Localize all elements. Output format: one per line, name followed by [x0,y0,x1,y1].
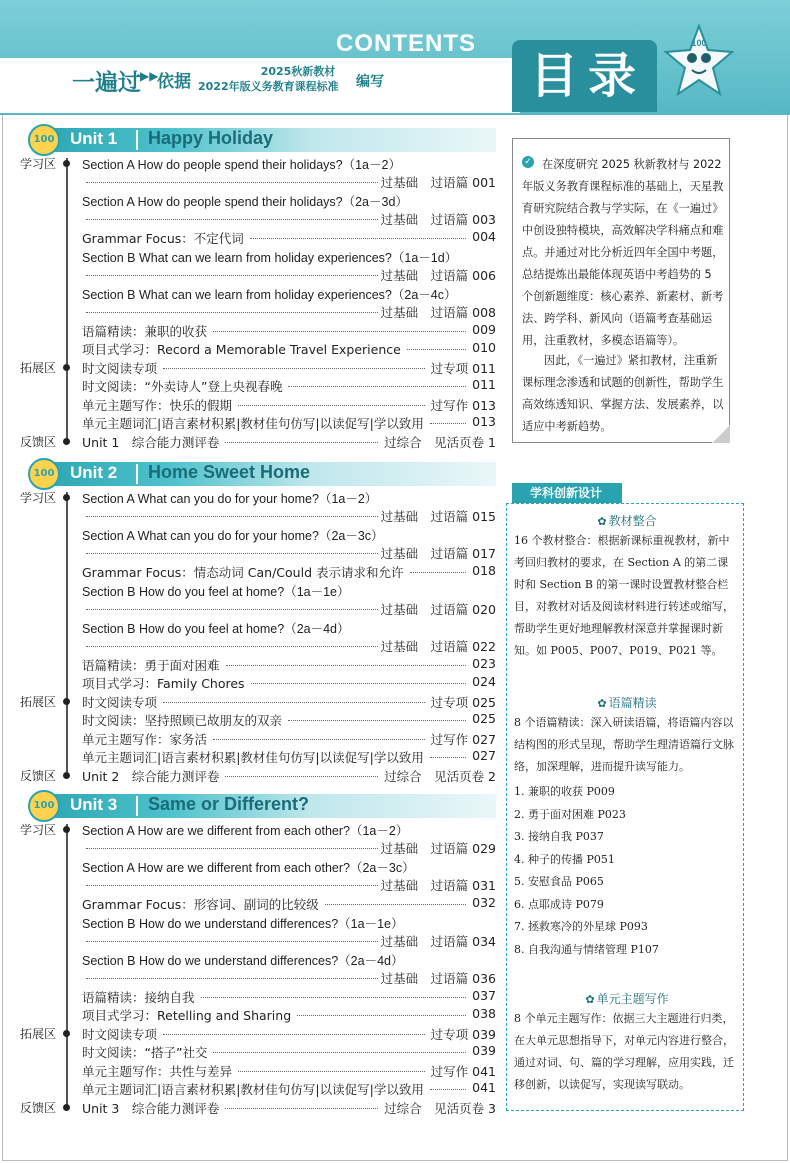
list-item: 1. 兼职的收获 P009 [514,785,615,798]
toc-entry[interactable] [82,988,496,1004]
toc-entry-title: 时文阅读专项 [82,360,158,376]
list-item: 2. 勇于面对困难 P023 [514,807,626,821]
unit-banner [32,128,496,152]
contents-title: CONTENTS [336,30,476,57]
toc-entry-leader [82,544,496,560]
toc-entry-page: 027 [472,748,496,763]
toc-entry-title: 时文阅读：坚持照顾已故朋友的双亲 [82,713,283,728]
toc-entry[interactable] [82,767,496,783]
toc-entry-page: 011 [472,377,496,392]
timeline-dot [63,364,70,371]
dot-leader [430,757,466,758]
unit-number: Unit 1 [70,129,118,148]
unit-name: Home Sweet Home [148,462,311,482]
mulu-title: 目录 [530,48,647,104]
toc-entry-leader [82,266,496,282]
dot-leader [86,553,378,554]
dot-leader [86,312,378,313]
toc-entry-title: Section B What can we learn from holiday experiences?（1a－1d） [82,250,458,265]
toc-entry-title: Section B What can we learn from holiday experiences?（2a－4c） [82,287,457,302]
toc-entry-title: Section A How do people spend their holidays?（1a－2） [82,158,401,172]
toc-entry-page: 过写作 027 [430,731,496,747]
dot-leader [86,219,378,220]
toc-entry[interactable] [82,619,496,637]
slogan-line1: 2025秋新教材 [260,65,336,78]
toc-entry-page: 过综合 见活页卷 3 [384,1100,496,1116]
timeline-line [66,158,68,441]
toc-entry[interactable] [82,1099,496,1115]
toc-entry[interactable] [82,396,496,412]
toc-entry-title: Section A How are we different from each other?（1a－2） [82,824,409,838]
toc-entry-page: 过基础 过语篇 015 [380,509,496,524]
unit-number: Unit 3 [70,795,118,814]
toc-entry-page: 过写作 041 [430,1063,496,1079]
unit-writing-text: 8 个单元主题写作：依据三大主题进行归类，在大单元思想指导下，对单元内容进行整合，通过对词、句、篇的学习理解，应用实践，迁移创新，以读促写，实现读写联动。 [514,1012,734,1091]
toc-entry[interactable] [82,1025,496,1041]
dot-leader [86,609,378,610]
toc-entry-title: Grammar Focus：不定代词 [82,231,244,246]
toc-entry-page: 过基础 过语篇 020 [380,601,496,617]
intro-paragraph-1: 在深度研究 2025 秋新教材与 2022 年版义务教育课程标准的基础上，天星教育研究院结合教与学实际，在《一遍过》中创设独特模块，高效解决学科痛点和难点。并通过对比分析近四年全国中考题，总结提炼出最能体现英语中考趋势的 5 个创新题维度：核心素养、新素材、新考法、跨学科、新风向（语篇考查基础运用，注重教材，多模态语篇等）。 [522,158,724,347]
star-badge-text: 100 [691,38,707,48]
toc-entry[interactable] [82,914,496,932]
toc-entry-leader [82,600,496,616]
dot-leader [86,182,378,183]
timeline-dot [63,698,70,705]
toc-entry[interactable] [82,248,496,266]
toc-entry-page: 018 [472,563,496,578]
toc-entry-page: 010 [472,340,496,355]
slogan-yiju: 依据 [157,72,191,92]
toc-entry-page: 过基础 过语篇 036 [380,970,496,986]
check-icon: ✓ [522,156,534,168]
intro-paragraph-2: 因此，《一遍过》紧扣教材，注重新课标理念渗透和试题的创新性，帮助学生高效练透知识、掌握方法、发展素养，以适应中考新趋势。 [522,354,724,433]
toc-entry-leader [82,637,496,653]
divider [136,464,138,484]
zone-label-expand: 拓展区 [20,694,57,709]
toc-entry-leader [82,303,496,319]
toc-entry-title: 项目式学习：Retelling and Sharing [82,1008,292,1023]
list-item: 4. 种子的传播 P051 [514,852,615,866]
dot-leader [213,1052,466,1053]
design-banner: 学科创新设计 [512,483,622,503]
slogan-line2: 2022年版义务教育课程标准 [198,80,339,93]
toc-entry[interactable] [82,656,496,672]
toc-entry-title: Section A What can you do for your home?（1a－2） [82,492,378,506]
toc-entry-title: Section B How do we understand differences?（1a－1e） [82,916,404,931]
dot-leader [225,442,378,443]
toc-entry-title: 单元主题写作：共性与差异 [82,1063,233,1079]
toc-entry-title: 时文阅读：“外卖诗人”登上央视春晚 [82,379,283,394]
toc-entry-title: 单元主题写作：快乐的假期 [82,397,233,413]
list-item: 3. 接纳自我 P037 [514,830,604,843]
dot-leader [86,941,378,942]
timeline-dot [63,772,70,779]
textbook-integration-text: 16 个教材整合：根据新课标重视教材，新中考回归教材的要求，在 Section A 的第二课时和 Section B 的第一课时设置教材整合栏目，对教材对话及阅读材料进行转述或缩写，帮助学生更好地理解教材深意并掌握课时新知。如 P005、P007、P019、P021 等。 [514,534,734,657]
timeline-line [66,824,68,1107]
unit-banner [32,794,496,818]
dot-leader [213,331,466,332]
slogan-bianxie: 编写 [356,74,384,90]
dot-leader [86,848,378,849]
timeline-dot [63,1030,70,1037]
toc-entry-page: 过基础 过语篇 031 [380,878,496,893]
toc-entry-page: 过专项 025 [430,694,496,710]
toc-entry[interactable] [82,489,496,507]
dot-leader [430,1089,466,1090]
toc-entry[interactable] [82,951,496,969]
timeline-dot [63,494,70,501]
timeline-dot [63,826,70,833]
toc-entry-title: 单元主题词汇|语言素材积累|教材佳句仿写|以读促写|学以致用 [82,1082,424,1097]
unit-number: Unit 2 [70,463,118,482]
toc-entry[interactable] [82,1062,496,1078]
toc-entry[interactable] [82,285,496,303]
toc-entry[interactable] [82,711,496,727]
zone-label-feedback: 反馈区 [20,434,57,449]
sparkle-icon: ✿ [597,697,607,710]
toc-entry[interactable] [82,155,496,173]
toc-entry-page: 041 [472,1080,496,1095]
toc-entry-page: 038 [472,1006,496,1021]
toc-entry[interactable] [82,730,496,746]
toc-entry-page: 过基础 过语篇 008 [380,304,496,320]
toc-entry[interactable] [82,821,496,839]
toc-entry-page: 032 [472,895,496,910]
dot-leader [86,275,378,276]
toc-entry-page: 过基础 过语篇 006 [380,267,496,283]
toc-entry-page: 004 [472,229,496,244]
zone-label-expand: 拓展区 [20,360,57,375]
toc-entry-leader [82,507,496,523]
toc-entry-title: 时文阅读：“搭子”社交 [82,1045,208,1060]
toc-entry-title: 项目式学习：Record a Memorable Travel Experience [82,342,401,357]
dot-leader [201,997,467,998]
toc-entry-title: 时文阅读专项 [82,1026,158,1042]
toc-entry-title: 语篇精读：勇于面对困难 [82,657,220,673]
dot-leader [407,349,466,350]
zone-label-study: 学习区 [20,823,57,837]
toc-entry[interactable] [82,433,496,449]
toc-entry-page: 013 [472,414,496,429]
unit-name: Happy Holiday [148,128,274,148]
toc-entry-leader [82,210,496,226]
dot-leader [86,516,378,517]
toc-entry[interactable] [82,693,496,709]
toc-entry[interactable] [82,1043,496,1059]
slogan-main: 一遍过 [72,70,141,96]
toc-entry-title: Section A What can you do for your home?（2a－3c） [82,529,384,543]
toc-entry-title: 语篇精读：接纳自我 [82,989,195,1005]
toc-entry[interactable] [82,563,496,579]
timeline-dot [63,1104,70,1111]
toc-entry[interactable] [82,674,496,690]
close-reading-text: 8 个语篇精读：深入研读语篇，将语篇内容以结构图的形式呈现，帮助学生理清语篇行文脉络，加深理解，进而提升读写能力。 [514,716,734,773]
toc-entry[interactable] [82,1006,496,1022]
sparkle-icon: ✿ [597,515,607,528]
list-item: 8. 自我沟通与情绪管理 P107 [514,942,659,956]
toc-entry[interactable] [82,229,496,245]
star-mascot-icon [664,24,734,98]
toc-entry-title: 项目式学习：Family Chores [82,676,245,691]
toc-entry[interactable] [82,526,496,544]
toc-entry-page: 过基础 过语篇 029 [380,841,496,856]
toc-entry-page: 过综合 见活页卷 2 [384,768,496,784]
toc-entry[interactable] [82,377,496,393]
divider [136,796,138,816]
toc-entry-title: 单元主题词汇|语言素材积累|教材佳句仿写|以读促写|学以致用 [82,750,424,765]
toc-entry[interactable] [82,192,496,210]
dot-leader [250,238,466,239]
dot-leader [86,885,378,886]
toc-entry-title: 时文阅读专项 [82,694,158,710]
zone-label-expand: 拓展区 [20,1026,57,1041]
toc-entry[interactable] [82,582,496,600]
toc-entry-page: 过基础 过语篇 001 [380,175,496,190]
zone-label-feedback: 反馈区 [20,768,57,783]
heading-close-reading: ✿ 语篇精读 [597,696,657,710]
toc-entry-page: 039 [472,1043,496,1058]
mascot-badge-icon: 100 [28,790,60,822]
toc-entry-page: 过专项 039 [430,1026,496,1042]
toc-entry-title: 语篇精读：兼职的收获 [82,323,208,339]
dot-leader [430,423,466,424]
list-item: 5. 安慰食品 P065 [514,875,604,888]
toc-entry-page: 过基础 过语篇 022 [380,638,496,654]
mascot-badge-icon: 100 [28,124,60,156]
toc-entry-leader [82,876,496,892]
toc-entry-leader [82,932,496,948]
dot-leader [238,1071,425,1072]
toc-entry-page: 009 [472,321,496,337]
dot-leader [163,1034,425,1035]
toc-entry-title: Grammar Focus：形容词、副词的比较级 [82,897,319,912]
timeline-line [66,492,68,775]
arrow-icon: ▶▶ [140,69,159,83]
toc-entry[interactable] [82,414,496,430]
dot-leader [226,665,467,666]
toc-entry-title: Section A How do people spend their holidays?（2a－3d） [82,195,408,209]
dot-leader [163,368,425,369]
toc-entry[interactable] [82,748,496,764]
toc-entry-page: 过基础 过语篇 017 [380,546,496,561]
toc-entry[interactable] [82,1080,496,1096]
toc-entry-title: 单元主题词汇|语言素材积累|教材佳句仿写|以读促写|学以致用 [82,416,424,431]
dot-leader [225,776,378,777]
dot-leader [163,702,425,703]
toc-entry-title: 单元主题写作：家务活 [82,731,208,747]
toc-entry-page: 023 [472,655,496,671]
heading-textbook-integration: ✿ 教材整合 [597,514,657,528]
toc-entry-page: 过基础 过语篇 003 [380,212,496,227]
dot-leader [297,1015,466,1016]
zone-label-feedback: 反馈区 [20,1100,57,1115]
toc-entry[interactable] [82,340,496,356]
dot-leader [288,386,466,387]
toc-entry-page: 037 [472,987,496,1003]
toc-entry[interactable] [82,858,496,876]
dot-leader [288,720,466,721]
dot-leader [213,739,425,740]
toc-entry-title: Section B How do you feel at home?（1a－1e） [82,584,350,599]
dot-leader [251,683,467,684]
toc-entry-page: 025 [472,711,496,726]
toc-entry-title: Unit 2 综合能力测评卷 [82,768,220,784]
dot-leader [410,572,467,573]
toc-entry-page: 过综合 见活页卷 1 [384,434,496,450]
zone-label-study: 学习区 [20,157,57,171]
list-item: 7. 拯救寒冷的外星球 P093 [514,920,648,933]
dot-leader [86,978,378,979]
toc-entry-page: 过基础 过语篇 034 [380,933,496,949]
toc-entry-page: 024 [472,674,496,689]
toc-entry[interactable] [82,322,496,338]
toc-entry-title: Section B How do we understand differences?（2a－4d） [82,953,404,968]
toc-entry-title: Unit 1 综合能力测评卷 [82,434,220,450]
dot-leader [225,1108,378,1109]
heading-unit-writing: ✿ 单元主题写作 [585,992,669,1006]
zone-label-study: 学习区 [20,491,57,505]
toc-entry-title: Unit 3 综合能力测评卷 [82,1100,220,1116]
toc-entry[interactable] [82,895,496,911]
unit-name: Same or Different? [148,794,310,814]
toc-entry-title: Grammar Focus：情态动词 Can/Could 表示请求和允许 [82,565,404,580]
unit-banner [32,462,496,486]
dot-leader [238,405,425,406]
toc-entry-page: 过写作 013 [430,397,496,413]
list-item: 6. 点耶成诗 P079 [514,897,604,911]
toc-entry-page: 过专项 011 [430,360,496,376]
toc-entry-leader [82,839,496,855]
timeline-dot [63,438,70,445]
toc-entry-leader [82,969,496,985]
toc-entry-title: Section A How are we different from each other?（2a－3c） [82,861,415,875]
toc-entry[interactable] [82,359,496,375]
dot-leader [86,646,378,647]
timeline-dot [63,160,70,167]
mascot-badge-icon: 100 [28,458,60,490]
divider [136,130,138,150]
dot-leader [325,904,466,905]
toc-entry-title: Section B How do you feel at home?（2a－4d） [82,621,350,636]
sparkle-icon: ✿ [585,993,595,1006]
toc-entry-leader [82,173,496,189]
